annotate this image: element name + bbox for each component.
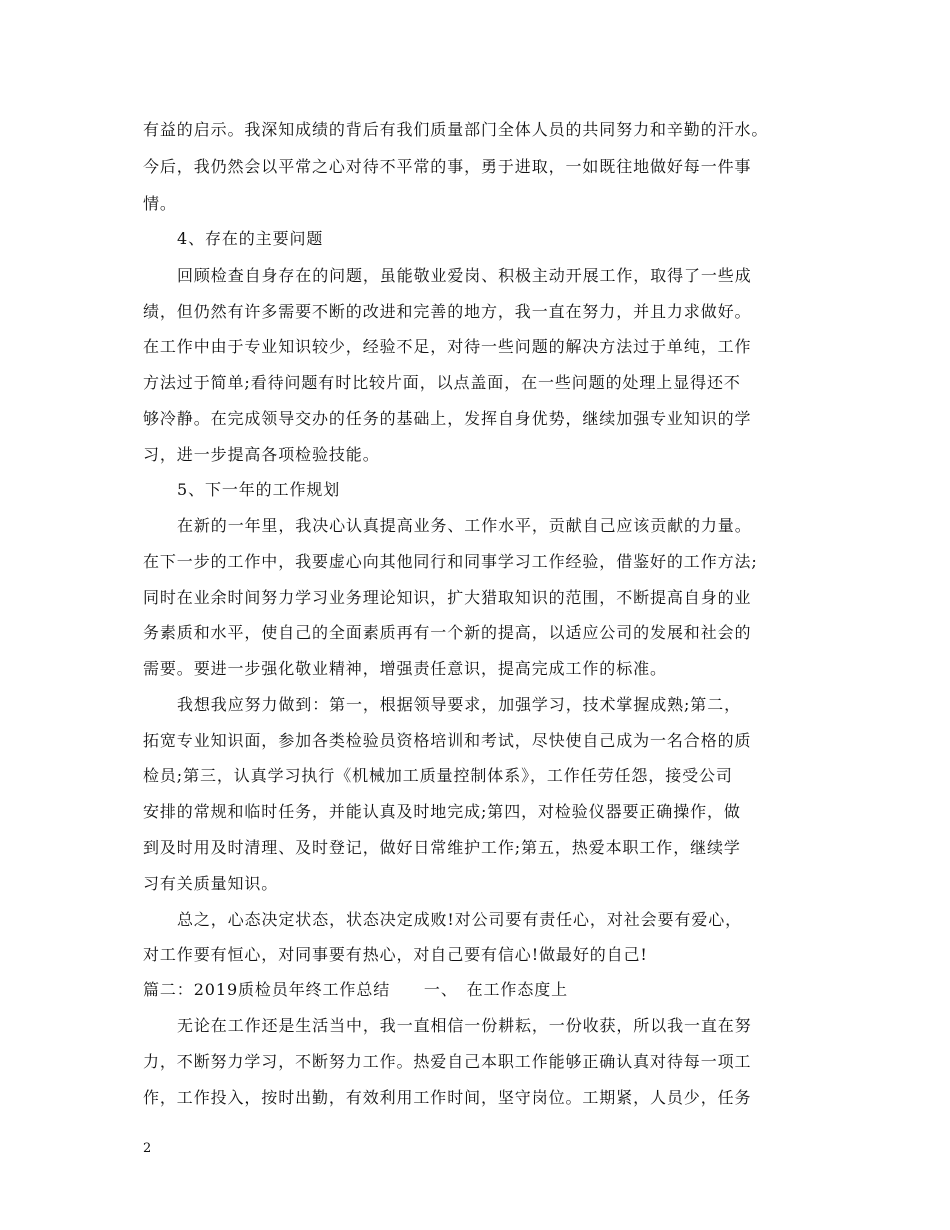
text-line: 我想我应努力做到：第一，根据领导要求，加强学习，技术掌握成熟;第二， [177, 695, 741, 714]
page-number: 2 [143, 1141, 152, 1156]
text-line: 务素质和水平，使自己的全面素质再有一个新的提高，以适应公司的发展和社会的 [143, 623, 752, 642]
text-line: 总之，心态决定状态，状态决定成败!对公司要有责任心，对社会要有爱心， [177, 910, 743, 929]
text-line: 绩，但仍然有许多需要不断的改进和完善的地方，我一直在努力，并且力求做好。 [143, 302, 752, 321]
text-line: 安排的常规和临时任务，并能认真及时地完成;第四，对检验仪器要正确操作，做 [143, 802, 741, 821]
text-line: 在新的一年里，我决心认真提高业务、工作水平，贡献自己应该贡献的力量。 [177, 516, 752, 535]
text-line: 习有关质量知识。 [143, 874, 279, 893]
section-heading: 5、下一年的工作规划 [177, 480, 341, 499]
text-line: 回顾检查自身存在的问题，虽能敬业爱岗、积极主动开展工作，取得了一些成 [177, 266, 752, 285]
text-line: 拓宽专业知识面，参加各类检验员资格培训和考试，尽快使自己成为一名合格的质 [143, 731, 752, 750]
text-line: 在下一步的工作中，我要虚心向其他同行和同事学习工作经验，借鉴好的工作方法; [143, 552, 758, 571]
text-line: 同时在业余时间努力学习业务理论知识，扩大猎取知识的范围，不断提高自身的业 [143, 588, 752, 607]
text-line: 够冷静。在完成领导交办的任务的基础上，发挥自身优势，继续加强专业知识的学 [143, 409, 752, 428]
text-line: 作，工作投入，按时出勤，有效利用工作时间，坚守岗位。工期紧，人员少，任务 [143, 1088, 752, 1107]
text-line: 检员;第三，认真学习执行《机械加工质量控制体系》，工作任劳任怨，接受公司 [143, 766, 733, 785]
text-line: 到及时用及时清理、及时登记，做好日常维护工作;第五，热爱本职工作，继续学 [143, 838, 741, 857]
text-line: 力，不断努力学习，不断努力工作。热爱自己本职工作能够正确认真对待每一项工 [143, 1052, 752, 1071]
section-heading: 篇二：2019质检员年终工作总结 一、 在工作态度上 [143, 980, 569, 999]
text-line: 方法过于简单;看待问题有时比较片面，以点盖面，在一些问题的处理上显得还不 [143, 373, 741, 392]
text-line: 对工作要有恒心，对同事要有热心，对自己要有信心!做最好的自己! [143, 945, 648, 964]
text-line: 今后，我仍然会以平常之心对待不平常的事，勇于进取，一如既往地做好每一件事 [143, 157, 752, 176]
text-line: 需要。要进一步强化敬业精神，增强责任意识，提高完成工作的标准。 [143, 659, 667, 678]
text-line: 无论在工作还是生活当中，我一直相信一份耕耘，一份收获，所以我一直在努 [177, 1016, 752, 1035]
text-line: 情。 [143, 194, 177, 213]
section-heading: 4、存在的主要问题 [177, 229, 324, 248]
text-line: 在工作中由于专业知识较少，经验不足，对待一些问题的解决方法过于单纯，工作 [143, 337, 752, 356]
text-line: 习，进一步提高各项检验技能。 [143, 445, 380, 464]
text-line: 有益的启示。我深知成绩的背后有我们质量部门全体人员的共同努力和辛勤的汗水。 [143, 120, 769, 139]
